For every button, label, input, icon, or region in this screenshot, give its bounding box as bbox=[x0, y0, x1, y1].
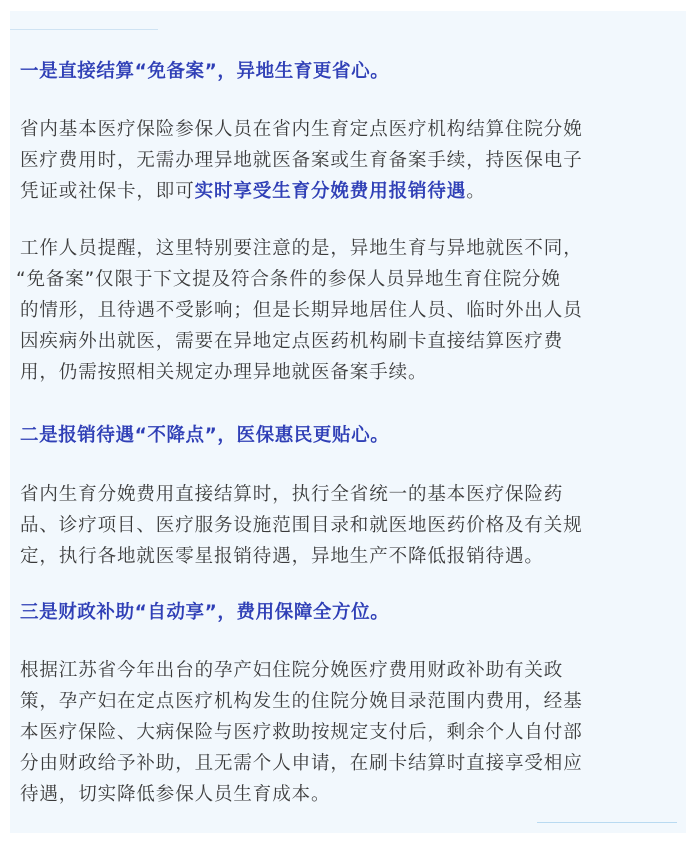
paragraph-line: 省内生育分娩费用直接结算时，执行全省统一的基本医疗保险药 bbox=[20, 484, 564, 505]
paragraph-line: 本医疗保险、大病保险与医疗救助按规定支付后，剩余个人自付部 bbox=[20, 722, 583, 743]
highlighted-text: 实时享受生育分娩费用报销待遇 bbox=[194, 181, 467, 202]
paragraph-line bbox=[20, 176, 676, 207]
section-1-paragraph-2 bbox=[16, 233, 676, 388]
paragraph-line: 分由财政给予补助，且无需个人申请，在刷卡结算时直接享受相应 bbox=[20, 753, 583, 774]
bottom-divider-line bbox=[537, 822, 677, 823]
paragraph-line: 因疾病外出就医，需要在异地定点医药机构刷卡直接结算医疗费 bbox=[20, 331, 564, 352]
paragraph-text: 凭证或社保卡，即可 bbox=[20, 181, 195, 202]
paragraph-line: 根据江苏省今年出台的孕产妇住院分娩医疗费用财政补助有关政 bbox=[20, 660, 564, 681]
paragraph-line: 策，孕产妇在定点医疗机构发生的住院分娩目录范围内费用，经基 bbox=[20, 691, 583, 712]
section-1-paragraph-1 bbox=[20, 114, 676, 207]
paragraph-line: 的情形，且待遇不受影响；但是长期异地居住人员、临时外出人员 bbox=[20, 300, 583, 321]
section-heading-3: 三是财政补助“自动享”，费用保障全方位。 bbox=[20, 602, 390, 623]
top-divider-line bbox=[10, 29, 158, 30]
paragraph-line: 省内基本医疗保险参保人员在省内生育定点医疗机构结算住院分娩 bbox=[20, 119, 583, 140]
section-3-paragraph-1 bbox=[20, 655, 676, 810]
paragraph-text: 。 bbox=[466, 181, 486, 202]
paragraph-line: 工作人员提醒，这里特别要注意的是，异地生育与异地就医不同， bbox=[20, 238, 583, 259]
section-heading-1: 一是直接结算“免备案”，异地生育更省心。 bbox=[20, 61, 390, 82]
paragraph-line: “免备案”仅限于下文提及符合条件的参保人员异地生育住院分娩 bbox=[16, 269, 561, 290]
paragraph-line: 待遇，切实降低参保人员生育成本。 bbox=[20, 784, 331, 805]
paragraph-line: 定，执行各地就医零星报销待遇，异地生产不降低报销待遇。 bbox=[20, 546, 544, 567]
paragraph-line: 品、诊疗项目、医疗服务设施范围目录和就医地医药价格及有关规 bbox=[20, 515, 583, 536]
paragraph-line: 用，仍需按照相关规定办理异地就医备案手续。 bbox=[20, 362, 428, 383]
section-2-paragraph-1 bbox=[20, 479, 676, 572]
section-heading-2: 二是报销待遇“不降点”，医保惠民更贴心。 bbox=[20, 425, 390, 446]
paragraph-line: 医疗费用时，无需办理异地就医备案或生育备案手续，持医保电子 bbox=[20, 150, 583, 171]
